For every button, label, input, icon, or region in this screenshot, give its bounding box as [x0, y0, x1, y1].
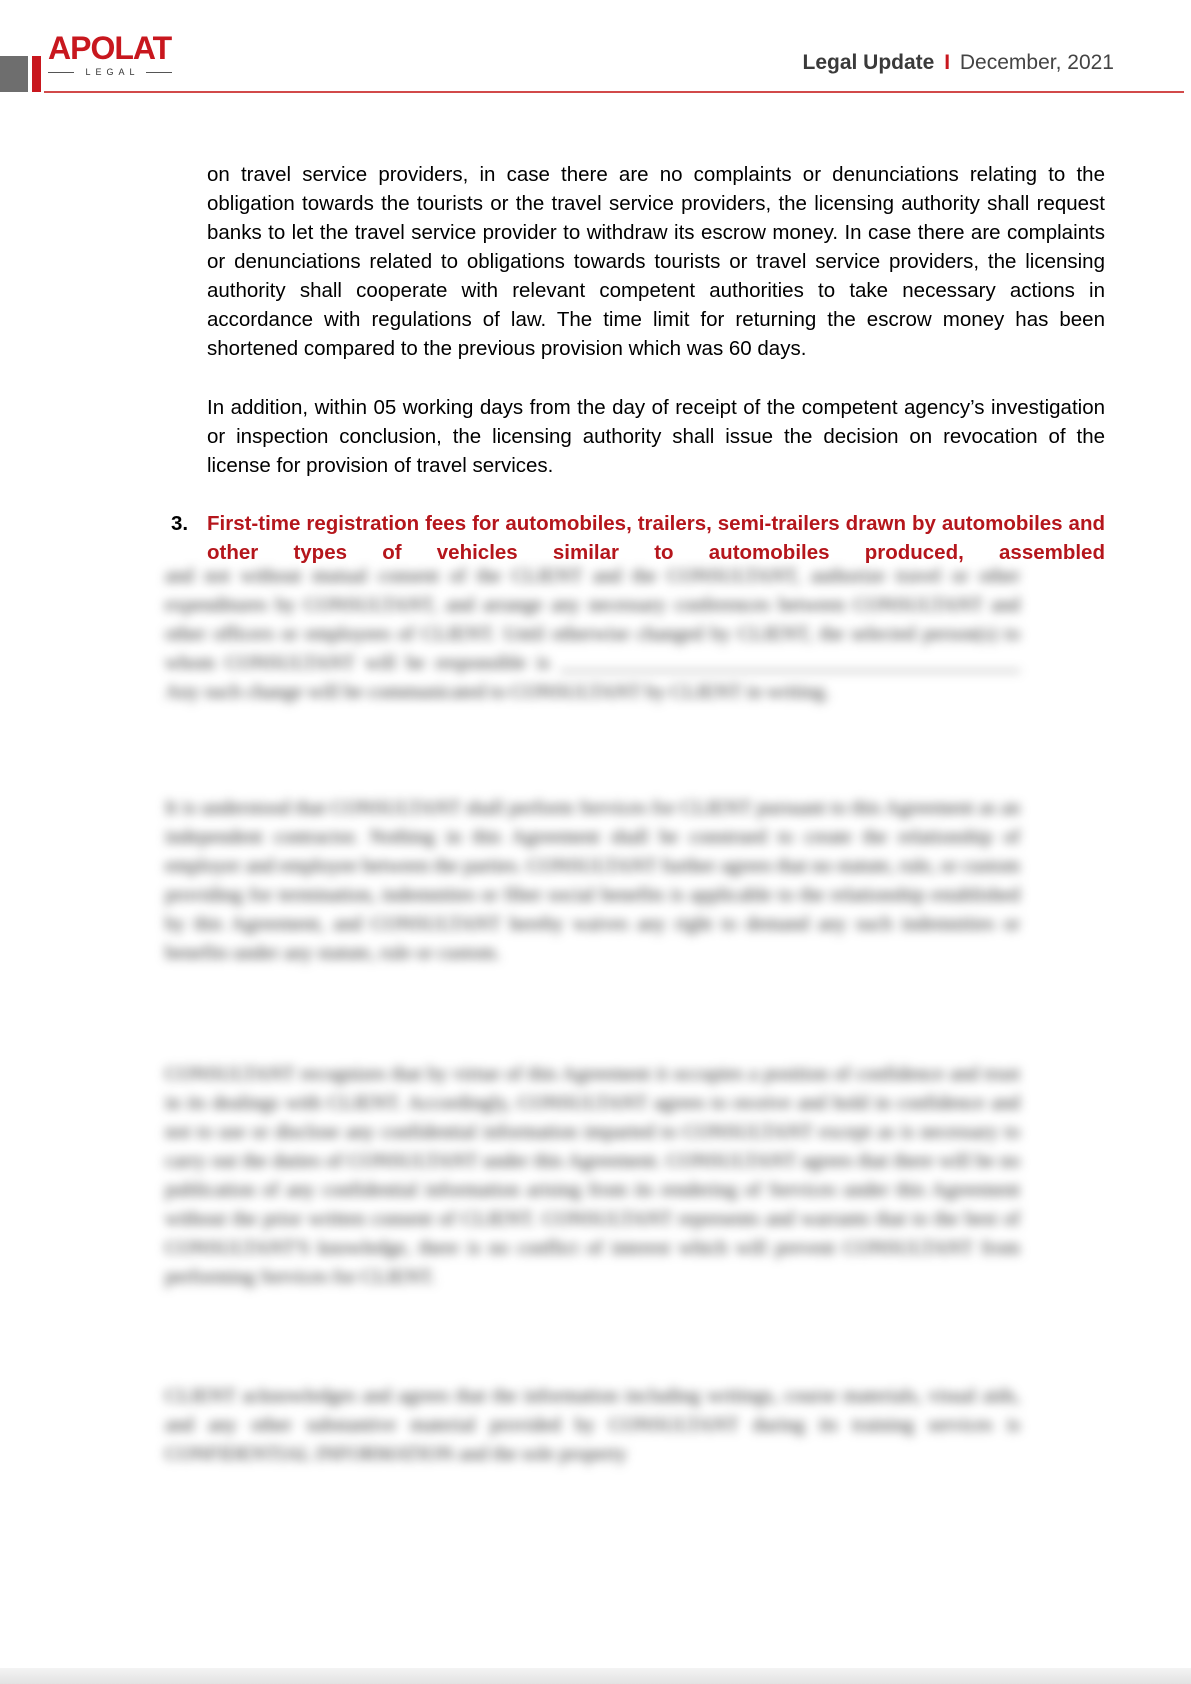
- paragraph-license-revocation: In addition, within 05 working days from the day of receipt of the competent agency’s investigation or inspection conclusion, the licensing authority shall issue the decision on revocation of the license for provision of travel services.: [207, 396, 1105, 477]
- blurred-paragraph: and not without mutual consent of the CLIENT and the CONSULTANT, authorize travel or other expenditures by CONSULTANT, and arrange any necessary conferences between CONSULTANT and other officers or employees of CLIENT. Until otherwise changed by CLIENT, the selected person(s) to whom CONSULTANT will be responsible is ______________________________________________ Any such change will be communicated to CONSULTANT by CLIENT in writing.: [165, 565, 1020, 703]
- page-bottom-edge: [0, 1668, 1191, 1684]
- logo-subtext-row: [48, 67, 172, 77]
- header-title-separator: I: [944, 51, 951, 74]
- logo-rule-left: [48, 72, 74, 73]
- header-title-date: December, 2021: [959, 51, 1114, 74]
- section-heading: First-time registration fees for automobiles, trailers, semi-trailers drawn by automobiles and other types of vehicles similar to automobiles produced, assembled: [207, 512, 1105, 564]
- header-title: [803, 50, 1115, 76]
- apolat-legal-logo: [48, 30, 178, 80]
- header-red-bar: [32, 56, 41, 92]
- header-grey-block: [0, 56, 28, 92]
- blurred-paragraph: CONSULTANT recognizes that by virtue of this Agreement it occupies a position of confidence and trust in its dealings with CLIENT. Accordingly, CONSULTANT agrees to receive and hold in confidence and not to use or disclose any confidential information imparted to CONSULTANT except as is necessary to carry out the duties of CONSULTANT under this Agreement. CONSULTANT agrees that there will be no publication of any confidential information arising from its rendering of Services under this Agreement without the prior written consent of CLIENT. CONSULTANT represents and warrants that to the best of CONSULTANT'S knowledge, there is no conflict of interest which will prevent CONSULTANT from performing Services for CLIENT.: [165, 1063, 1020, 1288]
- header-divider: [44, 91, 1184, 93]
- blurred-paragraph: CLIENT acknowledges and agrees that the information including writings, course materials, visual aids, and any other substantive material provided by CONSULTANT during its training services is CONFIDENTIAL INFORMATION and the sole property: [165, 1385, 1020, 1465]
- paragraph-escrow-return: on travel service providers, in case there are no complaints or denunciations relating to the obligation towards the tourists or the travel service providers, the licensing authority shall request banks to let the travel service provider to withdraw its escrow money. In case there are complaints or denunciations related to obligations towards tourists or travel service providers, the licensing authority shall cooperate with relevant competent authorities to take necessary actions in accordance with regulations of law. The time limit for returning the escrow money has been shortened compared to the previous provision which was 60 days.: [207, 163, 1105, 360]
- section-number: 3.: [171, 512, 189, 535]
- header-title-label: Legal Update: [802, 51, 935, 74]
- logo-subtext: LEGAL: [85, 67, 140, 77]
- blurred-content-region: [0, 558, 1191, 1684]
- logo-rule-right: [146, 72, 172, 73]
- logo-wordmark: APOLAT: [48, 30, 172, 66]
- blurred-paragraph: It is understood that CONSULTANT shall perform Services for CLIENT pursuant to this Agreement as an independent contractor. Nothing in this Agreement shall be construed to create the relationship of employer and employee between the parties. CONSULTANT further agrees that no statute, rule, or custom providing for termination, indemnities or fiber social benefits is applicable to the relationship established by this Agreement, and CONSULTANT hereby waives any right to demand any such indemnities or benefits under any statute, rule or custom.: [165, 797, 1020, 964]
